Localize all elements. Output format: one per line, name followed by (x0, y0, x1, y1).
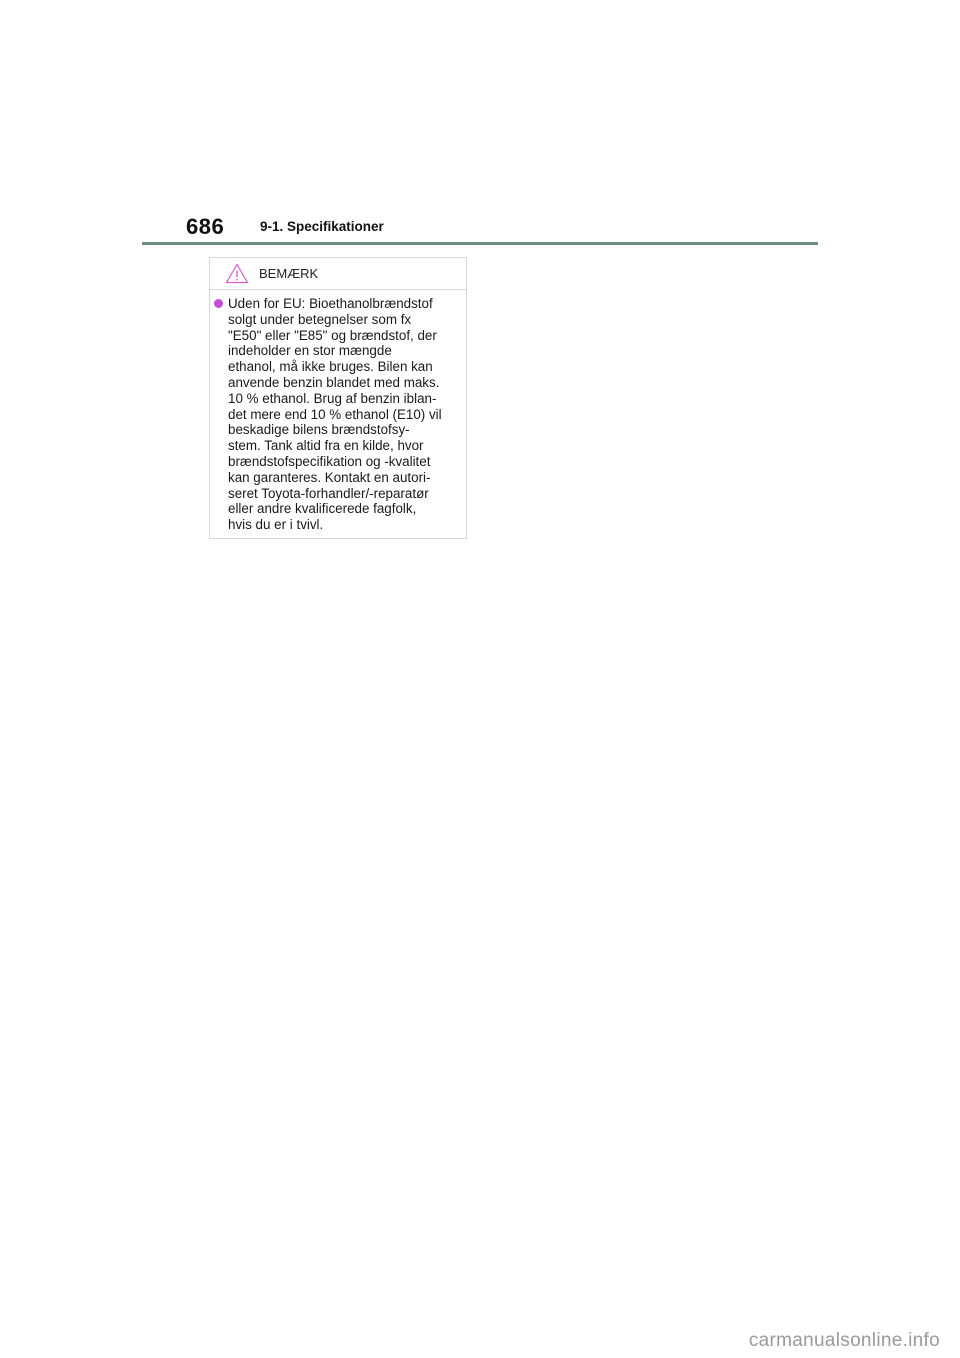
section-title: 9-1. Specifikationer (260, 219, 384, 234)
watermark: carmanualsonline.info (748, 1330, 940, 1351)
header-divider (142, 242, 818, 245)
bullet-icon (214, 299, 223, 308)
notice-box (209, 257, 467, 539)
notice-header (210, 258, 466, 290)
notice-heading: BEMÆRK (259, 266, 319, 281)
warning-triangle-icon (225, 263, 249, 284)
page-number: 686 (186, 214, 225, 239)
notice-body (210, 290, 466, 533)
notice-text: Uden for EU: Bioethanolbrændstof solgt under betegnelser som fx "E50" eller "E85" og brændstof, der indeholder en stor mængde ethanol, må ikke bruges. Bilen kan anvende benzin blandet med maks. 10 % ethanol. Brug af benzin iblan- det mere end 10 % ethanol (E10) vil beskadige bilens brændstofsy- stem. Tank altid fra en kilde, hvor brændstofspecifikation og -kvalitet kan garanteres. Kontakt en autori- seret Toyota-forhandler/-reparatør eller andre kvalificerede fagfolk, hvis du er i tvivl. (228, 296, 442, 533)
